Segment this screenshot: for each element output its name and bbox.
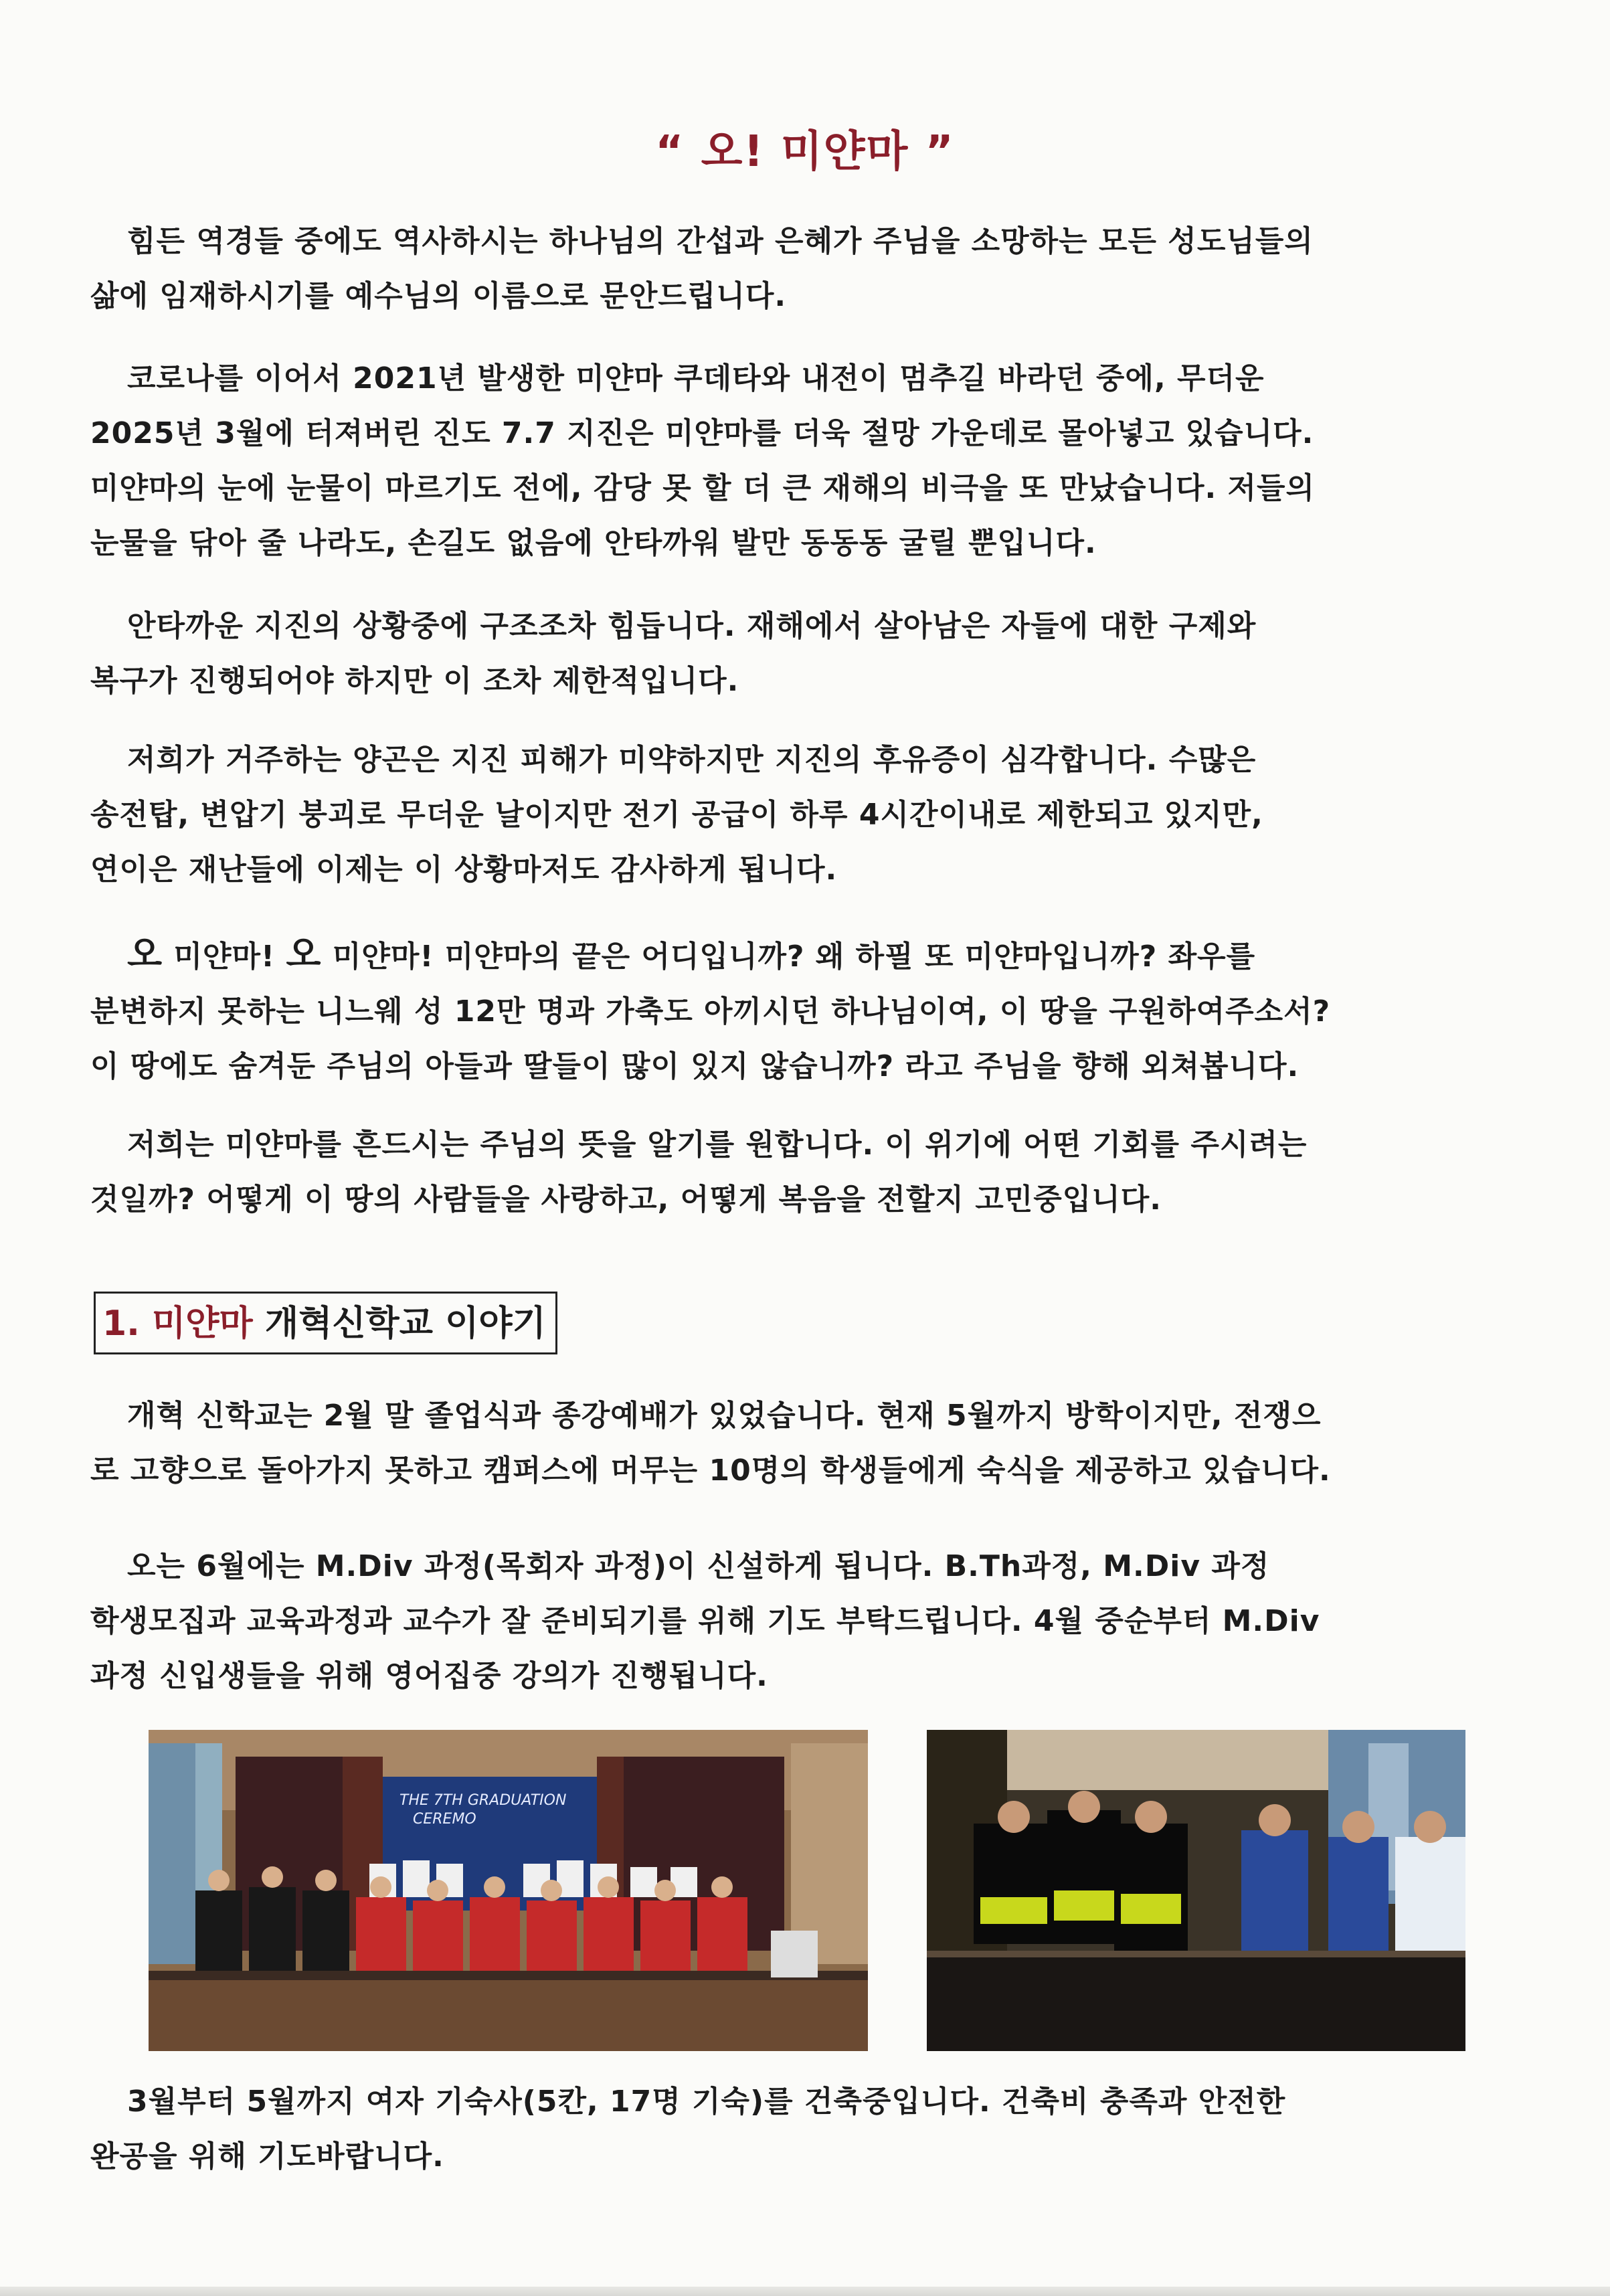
will-paragraph bbox=[90, 1118, 1509, 1227]
page-title: “ 오! 미얀마 ” bbox=[655, 127, 955, 177]
text-line: 이 땅에도 숨겨둔 주님의 아들과 딸들이 많이 있지 않습니까? 라고 주님을 향해 외쳐봅니다. bbox=[90, 1049, 1300, 1083]
text-segment: 미얀마! 미얀마의 끝은 어디입니까? 왜 하필 또 미얀마입니까? 좌우를 bbox=[321, 940, 1256, 974]
text-line: 힘든 역경들 중에도 역사하시는 하나님의 간섭과 은혜가 주님을 소망하는 모든 성도님들의 bbox=[127, 224, 1314, 258]
text-line: 과정 신입생들을 위해 영어집중 강의가 진행됩니다. bbox=[90, 1659, 768, 1693]
text-line: 복구가 진행되어야 하지만 이 조차 제한적입니다. bbox=[90, 664, 739, 698]
prayer-cry-paragraph bbox=[90, 927, 1509, 1094]
text-line: 오는 6월에는 M.Div 과정(목회자 과정)이 신설하게 됩니다. B.Th과정, M.Div 과정 bbox=[127, 1549, 1270, 1583]
banner-line1: THE 7TH GRADUATION bbox=[399, 1792, 567, 1809]
text-line: 저희가 거주하는 양곤은 지진 피해가 미약하지만 지진의 후유증이 심각합니다. 수많은 bbox=[127, 743, 1257, 777]
text-line bbox=[90, 927, 1509, 984]
exclamation-o: 오 bbox=[127, 933, 163, 975]
text-line: 삶에 임재하시기를 예수님의 이름으로 문안드립니다. bbox=[90, 279, 787, 313]
earthquake-paragraph bbox=[90, 351, 1509, 571]
text-line: 연이은 재난들에 이제는 이 상황마저도 감사하게 됩니다. bbox=[90, 853, 838, 887]
exclamation-o: 오 bbox=[286, 933, 322, 975]
text-line: 로 고향으로 돌아가지 못하고 캠퍼스에 머무는 10명의 학생들에게 숙식을 제공하고 있습니다. bbox=[90, 1453, 1331, 1488]
text-line: 3월부터 5월까지 여자 기숙사(5칸, 17명 기숙)를 건축중입니다. 건축비 충족과 안전한 bbox=[127, 2085, 1286, 2119]
graduation-photo bbox=[149, 1730, 868, 2051]
dormitory-paragraph bbox=[90, 2074, 1509, 2184]
yangon-paragraph bbox=[90, 733, 1509, 897]
seminary-paragraph bbox=[90, 1389, 1509, 1498]
text-line: 개혁 신학교는 2월 말 졸업식과 종강예배가 있었습니다. 현재 5월까지 방학이지만, 전쟁으 bbox=[127, 1399, 1322, 1433]
text-line: 것일까? 어떻게 이 땅의 사람들을 사랑하고, 어떻게 복음을 전할지 고민중입니다. bbox=[90, 1182, 1162, 1217]
text-line: 2025년 3월에 터져버린 진도 7.7 지진은 미얀마를 더욱 절망 가운데로 몰아넣고 있습니다. bbox=[90, 416, 1314, 450]
text-segment: 미얀마! bbox=[163, 940, 286, 974]
section-heading-number: 1. 미얀마 bbox=[102, 1304, 253, 1344]
section-heading-text: 개혁신학교 이야기 bbox=[252, 1304, 546, 1344]
rescue-paragraph bbox=[90, 599, 1509, 709]
text-line: 저희는 미얀마를 흔드시는 주님의 뜻을 알기를 원합니다. 이 위기에 어떤 기회를 주시려는 bbox=[127, 1128, 1308, 1162]
text-line: 학생모집과 교육과정과 교수가 잘 준비되기를 위해 기도 부탁드립니다. 4월 중순부터 M.Div bbox=[90, 1604, 1320, 1638]
students-photo bbox=[927, 1730, 1465, 2051]
text-line: 송전탑, 변압기 붕괴로 무더운 날이지만 전기 공급이 하루 4시간이내로 제한되고 있지만, bbox=[90, 798, 1263, 832]
banner-line2: CEREMO bbox=[413, 1811, 476, 1828]
intro-paragraph bbox=[90, 214, 1509, 324]
text-line: 안타까운 지진의 상황중에 구조조차 힘듭니다. 재해에서 살아남은 자들에 대한 구제와 bbox=[127, 609, 1257, 643]
mdiv-paragraph bbox=[90, 1539, 1509, 1704]
text-line: 미얀마의 눈에 눈물이 마르기도 전에, 감당 못 할 더 큰 재해의 비극을 또 만났습니다. 저들의 bbox=[90, 471, 1316, 505]
text-line: 완공을 위해 기도바랍니다. bbox=[90, 2139, 444, 2174]
text-line: 분변하지 못하는 니느웨 성 12만 명과 가축도 아끼시던 하나님이여, 이 땅을 구원하여주소서? bbox=[90, 994, 1331, 1029]
text-line: 코로나를 이어서 2021년 발생한 미얀마 쿠데타와 내전이 멈추길 바라던 중에, 무더운 bbox=[127, 361, 1265, 395]
text-line: 눈물을 닦아 줄 나라도, 손길도 없음에 안타까워 발만 동동동 굴릴 뿐입니다. bbox=[90, 526, 1097, 560]
section-heading bbox=[94, 1292, 557, 1354]
page-bottom-edge bbox=[0, 2287, 1610, 2296]
